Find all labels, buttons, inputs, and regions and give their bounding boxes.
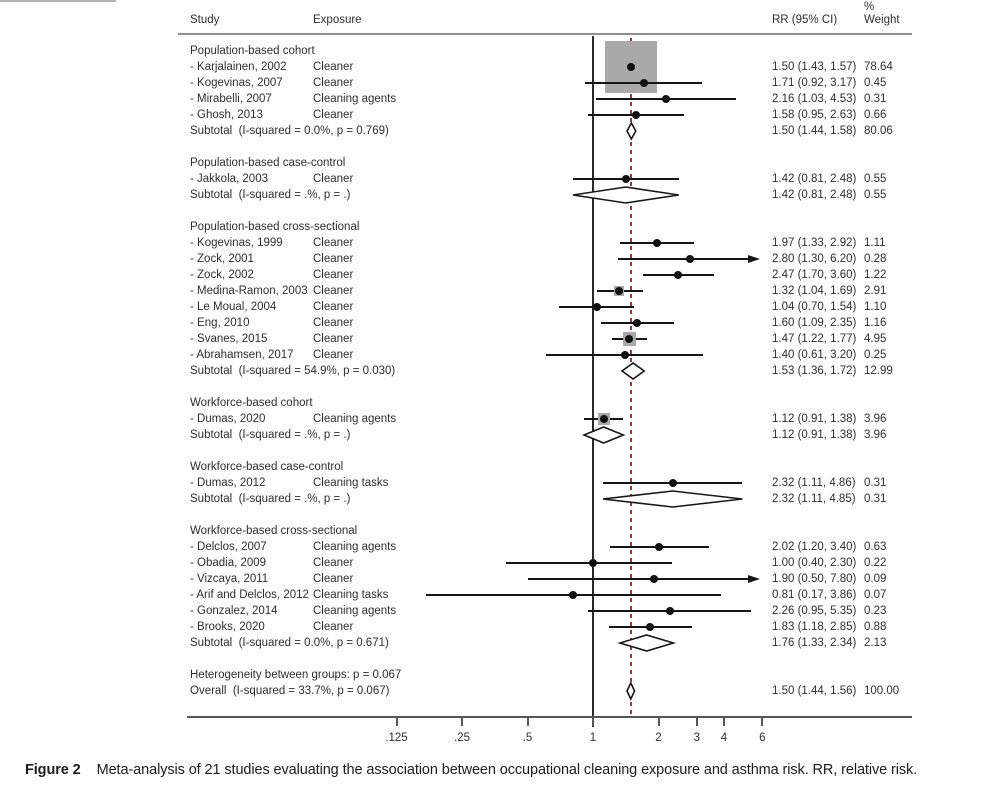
point-estimate-marker	[666, 607, 674, 615]
study-weight-value: 1.10	[864, 301, 887, 313]
study-exposure-label: Cleaner	[313, 109, 354, 121]
point-estimate-marker	[640, 79, 648, 87]
study-rr-value: 2.32 (1.11, 4.86)	[772, 477, 856, 489]
group-study-label: Population-based cross-sectional	[190, 221, 360, 233]
overall-study-label: Overall (I-squared = 33.7%, p = 0.067)	[190, 685, 390, 697]
study-weight-value: 0.23	[864, 605, 887, 617]
study-rr-value: 2.26 (0.95, 5.35)	[772, 605, 857, 617]
study-exposure-label: Cleaning tasks	[313, 589, 389, 601]
study-rr-value: 1.50 (1.43, 1.57)	[772, 61, 857, 73]
x-axis-tick-label: 6	[759, 732, 766, 744]
point-estimate-marker	[632, 111, 640, 119]
subtotal-rr-value: 1.53 (1.36, 1.72)	[772, 365, 857, 377]
study-weight-value: 78.64	[864, 61, 893, 73]
overall-rr-value: 1.50 (1.44, 1.56)	[772, 685, 857, 697]
study-study-label: - Zock, 2001	[190, 253, 254, 265]
x-axis-tick-label: 3	[693, 732, 701, 744]
subtotal-study-label: Subtotal (I-squared = 0.0%, p = 0.671)	[190, 637, 389, 649]
study-study-label: - Karjalainen, 2002	[190, 61, 287, 73]
x-axis-tick-label: 1	[589, 732, 597, 744]
study-weight-value: 0.63	[864, 541, 887, 553]
study-exposure-label: Cleaner	[313, 77, 354, 89]
study-exposure-label: Cleaner	[313, 253, 354, 265]
study-rr-value: 2.80 (1.30, 6.20)	[772, 253, 857, 265]
study-exposure-label: Cleaning agents	[313, 413, 397, 425]
study-weight-value: 0.09	[864, 573, 887, 585]
subtotal-weight-value: 80.06	[864, 125, 893, 137]
study-exposure-label: Cleaning agents	[313, 605, 397, 617]
subtotal-weight-value: 12.99	[864, 365, 893, 377]
point-estimate-marker	[593, 303, 601, 311]
x-axis-tick	[761, 718, 763, 726]
subtotal-rr-value: 2.32 (1.11, 4.85)	[772, 493, 856, 505]
study-exposure-label: Cleaner	[313, 573, 354, 585]
study-rr-value: 1.90 (0.50, 7.80)	[772, 573, 857, 585]
pooled-estimate-diamond	[583, 426, 624, 444]
column-header-rr: RR (95% CI)	[772, 14, 838, 26]
study-rr-value: 1.04 (0.70, 1.54)	[772, 301, 857, 313]
point-estimate-marker	[569, 591, 577, 599]
study-rr-value: 2.16 (1.03, 4.53)	[772, 93, 857, 105]
x-axis-tick	[527, 718, 529, 726]
study-study-label: - Mirabelli, 2007	[190, 93, 272, 105]
x-axis-tick-label: 2	[655, 732, 662, 744]
study-study-label: - Le Moual, 2004	[190, 301, 277, 313]
subtotal-rr-value: 1.12 (0.91, 1.38)	[772, 429, 857, 441]
subtotal-rr-value: 1.42 (0.81, 2.48)	[772, 189, 857, 201]
study-rr-value: 1.32 (1.04, 1.69)	[772, 285, 857, 297]
x-axis-tick	[592, 718, 594, 726]
column-header-study: Study	[190, 14, 220, 26]
x-axis-line	[187, 716, 912, 718]
point-estimate-marker	[650, 575, 658, 583]
study-study-label: - Kogevinas, 1999	[190, 237, 283, 249]
study-exposure-label: Cleaner	[313, 621, 354, 633]
study-exposure-label: Cleaner	[313, 317, 354, 329]
ci-clip-arrow-icon	[748, 255, 760, 263]
ci-line	[528, 578, 749, 580]
point-estimate-marker	[633, 319, 641, 327]
study-weight-value: 0.55	[864, 173, 887, 185]
point-estimate-marker	[621, 351, 629, 359]
study-exposure-label: Cleaner	[313, 173, 354, 185]
study-exposure-label: Cleaning agents	[313, 93, 397, 105]
study-rr-value: 2.02 (1.20, 3.40)	[772, 541, 857, 553]
group-study-label: Workforce-based cohort	[190, 397, 313, 409]
study-study-label: - Jakkola, 2003	[190, 173, 268, 185]
subtotal-weight-value: 0.55	[864, 189, 887, 201]
x-axis-tick-label: .25	[454, 732, 470, 744]
study-study-label: - Dumas, 2012	[190, 477, 266, 489]
study-rr-value: 1.71 (0.92, 3.17)	[772, 77, 857, 89]
ci-clip-arrow-icon	[748, 575, 760, 583]
subtotal-weight-value: 0.31	[864, 493, 887, 505]
group-study-label: Population-based cohort	[190, 45, 315, 57]
study-rr-value: 1.83 (1.18, 2.85)	[772, 621, 857, 633]
figure-caption	[25, 762, 985, 778]
study-weight-value: 1.22	[864, 269, 887, 281]
x-axis-tick	[658, 718, 660, 726]
study-exposure-label: Cleaning tasks	[313, 477, 389, 489]
column-header-weight-percent: %	[864, 1, 875, 13]
study-study-label: - Obadia, 2009	[190, 557, 267, 569]
x-axis-tick	[396, 718, 398, 726]
study-weight-value: 0.66	[864, 109, 887, 121]
x-axis-tick-label: .5	[522, 732, 533, 744]
subtotal-weight-value: 2.13	[864, 637, 887, 649]
pooled-estimate-diamond	[602, 490, 743, 508]
point-estimate-marker	[653, 239, 661, 247]
pooled-estimate-diamond	[626, 682, 636, 700]
study-study-label: - Kogevinas, 2007	[190, 77, 283, 89]
study-weight-value: 1.16	[864, 317, 887, 329]
point-estimate-marker	[686, 255, 694, 263]
study-weight-value: 0.28	[864, 253, 887, 265]
subtotal-study-label: Subtotal (I-squared = .%, p = .)	[190, 493, 351, 505]
point-estimate-marker	[622, 175, 630, 183]
point-estimate-marker	[646, 623, 654, 631]
study-rr-value: 0.81 (0.17, 3.86)	[772, 589, 857, 601]
point-estimate-marker	[600, 415, 608, 423]
x-axis-tick	[696, 718, 698, 726]
group-study-label: Population-based case-control	[190, 157, 346, 169]
study-exposure-label: Cleaner	[313, 301, 354, 313]
column-header-weight: Weight	[864, 14, 900, 26]
study-rr-value: 1.12 (0.91, 1.38)	[772, 413, 857, 425]
study-rr-value: 1.47 (1.22, 1.77)	[772, 333, 857, 345]
study-weight-value: 0.22	[864, 557, 887, 569]
study-study-label: - Eng, 2010	[190, 317, 250, 329]
study-exposure-label: Cleaner	[313, 61, 354, 73]
heterogeneity-study-label: Heterogeneity between groups: p = 0.067	[190, 669, 402, 681]
study-study-label: - Ghosh, 2013	[190, 109, 263, 121]
study-weight-value: 0.07	[864, 589, 887, 601]
study-weight-value: 0.88	[864, 621, 887, 633]
subtotal-rr-value: 1.76 (1.33, 2.34)	[772, 637, 857, 649]
study-rr-value: 1.60 (1.09, 2.35)	[772, 317, 857, 329]
group-study-label: Workforce-based cross-sectional	[190, 525, 358, 537]
study-rr-value: 1.00 (0.40, 2.30)	[772, 557, 857, 569]
study-study-label: - Brooks, 2020	[190, 621, 265, 633]
subtotal-study-label: Subtotal (I-squared = .%, p = .)	[190, 429, 351, 441]
figure-caption-label: Figure 2	[25, 762, 81, 778]
group-study-label: Workforce-based case-control	[190, 461, 344, 473]
study-study-label: - Vizcaya, 2011	[190, 573, 269, 585]
point-estimate-marker	[674, 271, 682, 279]
study-rr-value: 1.58 (0.95, 2.63)	[772, 109, 857, 121]
study-study-label: - Svanes, 2015	[190, 333, 268, 345]
pooled-estimate-diamond	[572, 186, 680, 204]
study-exposure-label: Cleaner	[313, 237, 354, 249]
study-weight-value: 0.31	[864, 93, 887, 105]
point-estimate-marker	[662, 95, 670, 103]
subtotal-study-label: Subtotal (I-squared = 54.9%, p = 0.030)	[190, 365, 396, 377]
study-rr-value: 1.97 (1.33, 2.92)	[772, 237, 857, 249]
study-study-label: - Gonzalez, 2014	[190, 605, 278, 617]
study-exposure-label: Cleaner	[313, 349, 354, 361]
study-weight-value: 0.45	[864, 77, 887, 89]
study-study-label: - Arif and Delclos, 2012	[190, 589, 309, 601]
study-exposure-label: Cleaner	[313, 285, 354, 297]
point-estimate-marker	[669, 479, 677, 487]
study-weight-value: 0.31	[864, 477, 887, 489]
subtotal-rr-value: 1.50 (1.44, 1.58)	[772, 125, 857, 137]
ci-line	[618, 258, 748, 260]
x-axis-tick	[461, 718, 463, 726]
study-weight-value: 1.11	[864, 237, 886, 249]
study-exposure-label: Cleaner	[313, 269, 354, 281]
study-rr-value: 1.42 (0.81, 2.48)	[772, 173, 857, 185]
subtotal-study-label: Subtotal (I-squared = .%, p = .)	[190, 189, 351, 201]
study-exposure-label: Cleaner	[313, 557, 354, 569]
study-study-label: - Abrahamsen, 2017	[190, 349, 294, 361]
study-study-label: - Medina-Ramon, 2003	[190, 285, 308, 297]
subtotal-study-label: Subtotal (I-squared = 0.0%, p = 0.769)	[190, 125, 389, 137]
study-study-label: - Zock, 2002	[190, 269, 254, 281]
point-estimate-marker	[589, 559, 597, 567]
study-weight-value: 2.91	[864, 285, 887, 297]
study-exposure-label: Cleaning agents	[313, 541, 397, 553]
study-weight-value: 0.25	[864, 349, 887, 361]
subtotal-weight-value: 3.96	[864, 429, 887, 441]
x-axis-tick-label: .125	[385, 732, 408, 744]
study-weight-value: 3.96	[864, 413, 887, 425]
study-study-label: - Delclos, 2007	[190, 541, 267, 553]
study-weight-value: 4.95	[864, 333, 887, 345]
figure-caption-text: Meta-analysis of 21 studies evaluating the association between occupational cleaning exposure and asthma risk. RR, relative risk.	[96, 762, 918, 778]
x-axis-tick-label: 4	[720, 732, 728, 744]
pooled-estimate-diamond	[626, 122, 637, 140]
point-estimate-marker	[655, 543, 663, 551]
overall-weight-value: 100.00	[864, 685, 900, 697]
x-axis-tick	[723, 718, 725, 726]
study-rr-value: 1.40 (0.61, 3.20)	[772, 349, 857, 361]
pooled-estimate-diamond	[619, 634, 674, 652]
study-exposure-label: Cleaner	[313, 333, 354, 345]
pooled-estimate-diamond	[621, 362, 645, 380]
study-study-label: - Dumas, 2020	[190, 413, 266, 425]
column-header-exposure: Exposure	[313, 14, 362, 26]
study-rr-value: 2.47 (1.70, 3.60)	[772, 269, 857, 281]
